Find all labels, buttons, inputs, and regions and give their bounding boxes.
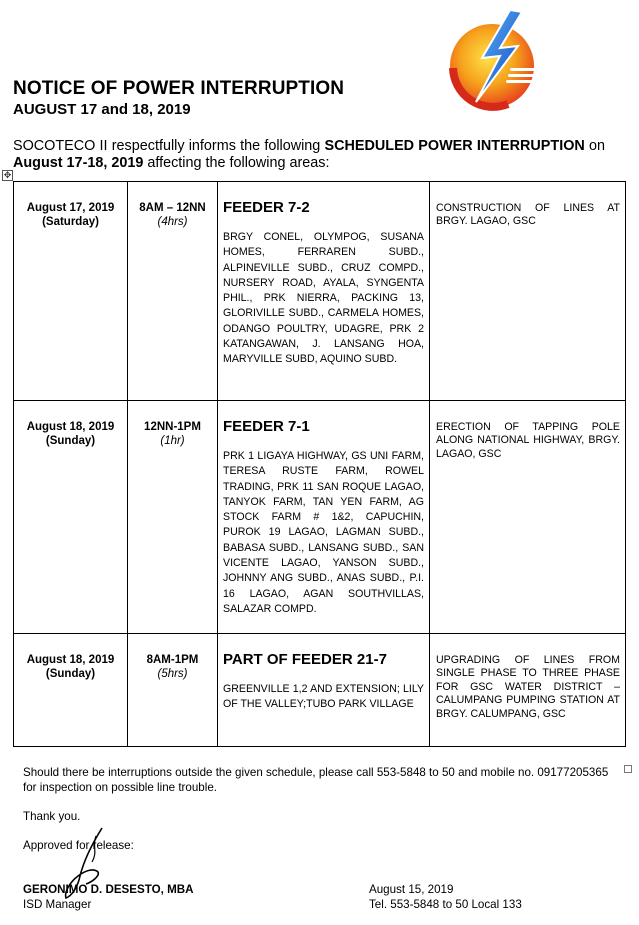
work-description: UPGRADING OF LINES FROM SINGLE PHASE TO THREE PHASE FOR GSC WATER DISTRICT – CALUMPANG PUMPING STATION AT BRGY. CALUMPANG, GSC (436, 654, 620, 720)
time-cell (128, 634, 218, 747)
notice-title: NOTICE OF POWER INTERRUPTION (13, 78, 345, 99)
date-cell (14, 182, 128, 401)
feeder-name: FEEDER 7-1 (223, 418, 310, 435)
intro-text: on (584, 138, 605, 154)
affected-areas: GREENVILLE 1,2 AND EXTENSION; LILY OF THE VALLEY;TUBO PARK VILLAGE (223, 683, 424, 711)
date: August 18, 2019 (26, 654, 115, 666)
intro-text: affecting the following areas: (143, 155, 330, 171)
table-move-handle-icon[interactable]: ✥ (3, 170, 12, 180)
time-cell (128, 182, 218, 401)
approval-label: Approved for release: (23, 839, 134, 852)
weekday: (Sunday) (45, 435, 96, 447)
work-description: CONSTRUCTION OF LINES AT BRGY. LAGAO, GSC (436, 202, 620, 228)
remarks-cell (430, 634, 626, 747)
time-range: 12NN-1PM (144, 421, 201, 433)
intro-text: SOCOTECO II respectfully informs the following (13, 138, 325, 154)
time-range: 8AM – 12NN (139, 202, 206, 214)
intro-paragraph (13, 138, 605, 172)
notice-dates: AUGUST 17 and 18, 2019 (13, 101, 191, 118)
schedule-table (13, 181, 626, 747)
area-cell (218, 401, 430, 634)
table-resize-handle[interactable] (624, 765, 632, 773)
contact-note: Should there be interruptions outside the given schedule, please call 553-5848 to 50 and mobile no. 09177205365 for inspection on possible line trouble. (23, 766, 609, 794)
weekday: (Sunday) (45, 668, 96, 680)
time-cell (128, 401, 218, 634)
date: August 18, 2019 (26, 421, 115, 433)
duration: (5hrs) (157, 668, 188, 680)
affected-areas: BRGY CONEL, OLYMPOG, SUSANA HOMES, FERRAREN SUBD., ALPINEVILLE SUBD., CRUZ COMPD., NURSERY ROAD, AYALA, SYNGENTA PHIL., PRK NIERRA, PACKING 13, GLORIVILLE SUBD., CARMELA HOMES, ODANGO POULTRY, UDAGRE, PRK 2 KATANGAWAN, J. LANSANG HOA, MARYVILLE SUBD, AQUINO SUBD. (223, 231, 424, 366)
feeder-name: PART OF FEEDER 21-7 (223, 651, 387, 668)
duration: (4hrs) (157, 216, 188, 228)
notice-issue-date: August 15, 2019 (369, 883, 454, 896)
thank-you: Thank you. (23, 810, 81, 823)
telephone-number: Tel. 553-5848 to 50 Local 133 (369, 898, 522, 911)
signer-name: GERONIMO D. DESESTO, MBA (23, 883, 194, 896)
remarks-cell (430, 182, 626, 401)
intro-highlight: SCHEDULED POWER INTERRUPTION (324, 138, 585, 154)
schedule-row (14, 634, 626, 747)
date-cell (14, 634, 128, 747)
schedule-row (14, 401, 626, 634)
intro-date-highlight: August 17-18, 2019 (13, 155, 144, 171)
feeder-name: FEEDER 7-2 (223, 199, 310, 216)
duration: (1hr) (160, 435, 185, 447)
area-cell (218, 182, 430, 401)
time-range: 8AM-1PM (146, 654, 199, 666)
date-cell (14, 401, 128, 634)
date: August 17, 2019 (26, 202, 115, 214)
area-cell (218, 634, 430, 747)
signer-position: ISD Manager (23, 898, 92, 911)
remarks-cell (430, 401, 626, 634)
socoteco-logo (448, 6, 543, 116)
affected-areas: PRK 1 LIGAYA HIGHWAY, GS UNI FARM, TERESA RUSTE FARM, ROWEL TRADING, PRK 11 SAN ROQUE LAGAO, TANYOK FARM, TAN YEN FARM, AG STOCK FARM # 1&2, CAPUCHIN, PUROK 19 LAGAO, LAGMAN SUBD., BABASA SUBD., LANSANG SUBD., SAN VICENTE LAGAO, YANSON SUBD., JOHNNY ANG SUBD., ANAS SUBD., P.I. 16 LAGAO, AGAN SOUTHVILLAS, SALAZAR COMPD. (223, 450, 424, 615)
work-description: ERECTION OF TAPPING POLE ALONG NATIONAL HIGHWAY, BRGY. LAGAO, GSC (436, 421, 620, 460)
weekday: (Saturday) (42, 216, 99, 228)
schedule-row (14, 182, 626, 401)
